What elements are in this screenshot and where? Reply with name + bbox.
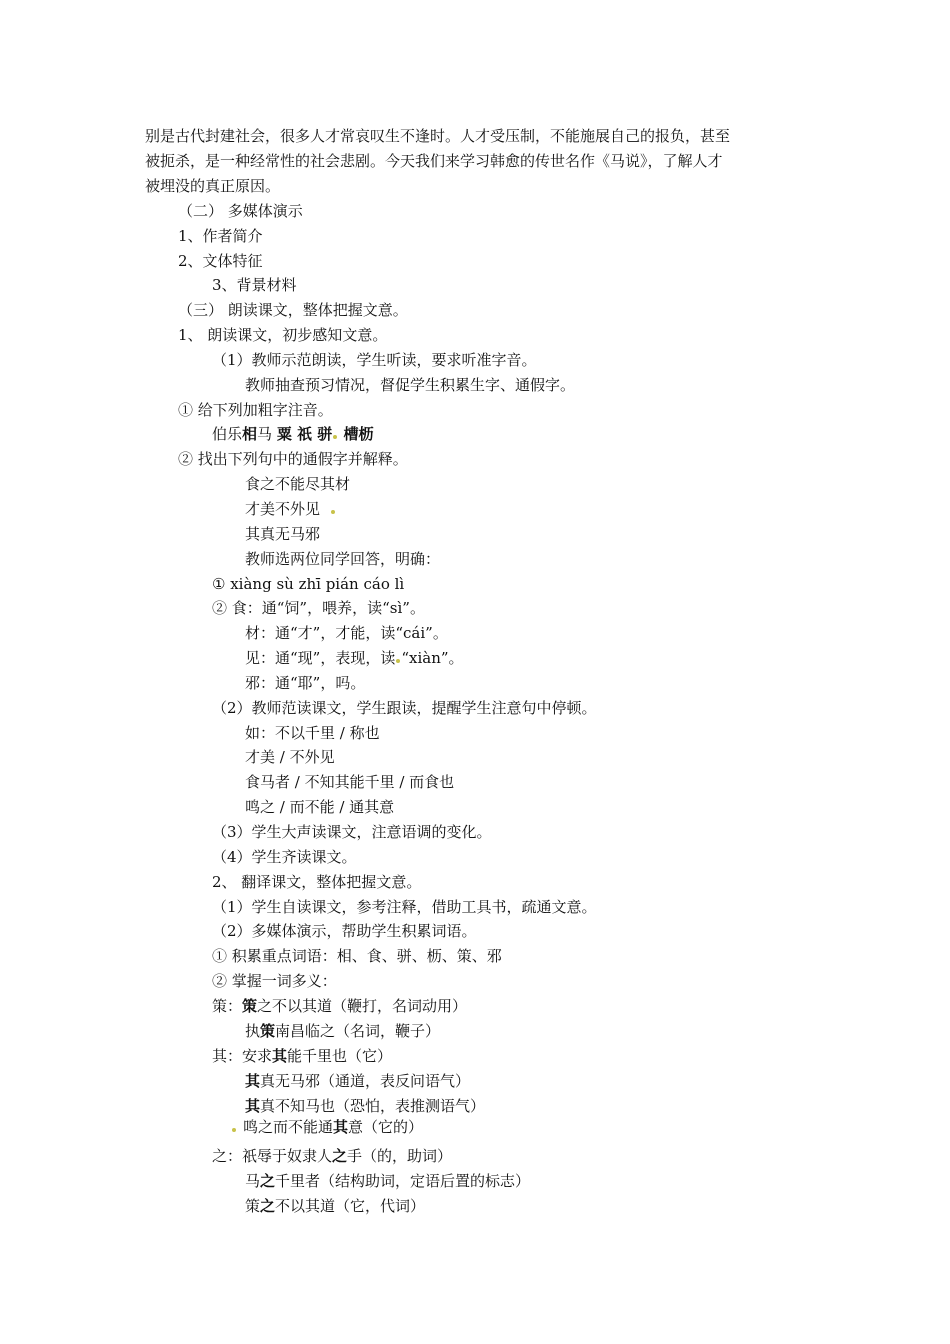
- list-item: （3）学生大声读课文，注意语调的变化。: [212, 823, 492, 841]
- list-item: （1）教师示范朗读，学生听读，要求听准字音。: [212, 351, 537, 369]
- mark-dot: [232, 1128, 236, 1132]
- mark-dot: [396, 659, 400, 663]
- list-item: （4）学生齐读课文。: [212, 848, 357, 866]
- bold-text: 策: [242, 997, 258, 1015]
- example-line: 食之不能尽其材: [245, 475, 351, 493]
- text-run: 南昌临之（名词，鞭子）: [275, 1022, 441, 1040]
- text-run: 能千里也（它）: [287, 1047, 393, 1065]
- example-line: 其真无马邪: [245, 525, 321, 543]
- bold-text: 槽枥: [338, 425, 374, 443]
- example-line: [245, 1171, 530, 1191]
- paragraph-line: 被埋没的真正原因。: [145, 177, 281, 195]
- paragraph-line: 被扼杀，是一种经常性的社会悲剧。今天我们来学习韩愈的传世名作《马说》，了解人才: [145, 152, 723, 170]
- text-run: 其：安求: [212, 1047, 273, 1065]
- text-run: 马: [257, 425, 277, 443]
- mark-dot: [333, 435, 337, 439]
- paragraph-line: 教师选两位同学回答，明确：: [245, 550, 441, 568]
- paragraph-line: 教师抽查预习情况，督促学生积累生字、通假字。: [245, 376, 576, 394]
- text-run: 真不知马也（恐怕，表推测语气）: [260, 1097, 486, 1115]
- list-item: 2、文体特征: [178, 252, 263, 270]
- bold-text: 之: [332, 1147, 348, 1165]
- example-line: 食马者 / 不知其能千里 / 而食也: [245, 773, 455, 791]
- bold-text: 策: [260, 1022, 276, 1040]
- text-run: 手（的，助词）: [347, 1147, 453, 1165]
- example-line: [212, 1146, 452, 1166]
- answer-line: 材：通“才”，才能，读“cái”。: [245, 624, 448, 642]
- example-line: [212, 996, 467, 1016]
- example-line: [245, 1021, 440, 1041]
- text-run: 策：: [212, 997, 243, 1015]
- text-run: 才美不外见: [245, 500, 321, 518]
- example-line: [245, 1096, 485, 1116]
- text-run: 意（它的）: [348, 1118, 424, 1136]
- text-run: 真无马邪（通道，表反问语气）: [260, 1072, 471, 1090]
- list-item: ② 找出下列句中的通假字并解释。: [178, 450, 408, 468]
- text-run: 见：通“现”，表现，读: [245, 649, 396, 667]
- example-line: 才美 / 不外见: [245, 748, 335, 766]
- text-run: 不以其道（它，代词）: [275, 1197, 426, 1215]
- list-item: （2）多媒体演示，帮助学生积累词语。: [212, 922, 477, 940]
- example-line: 如：不以千里 / 称也: [245, 724, 380, 742]
- text-run: 马: [245, 1172, 261, 1190]
- bold-text: 相: [242, 425, 258, 443]
- example-line: [245, 1196, 425, 1216]
- mark-dot: [331, 510, 335, 514]
- answer-line: [245, 648, 464, 668]
- bold-text: 其: [333, 1118, 349, 1136]
- text-run: 之不以其道（鞭打，名词动用）: [257, 997, 468, 1015]
- bold-text: 其: [245, 1072, 261, 1090]
- bold-text: 之: [260, 1172, 276, 1190]
- text-run: 鸣之而不能通: [243, 1118, 334, 1136]
- text-run: 策: [245, 1197, 261, 1215]
- section-heading: （二） 多媒体演示: [178, 202, 303, 220]
- list-item: 3、背景材料: [212, 276, 297, 294]
- list-item: ① 积累重点词语：相、食、骈、枥、策、邪: [212, 947, 502, 965]
- list-item: 1、作者简介: [178, 227, 263, 245]
- example-line: [212, 1046, 392, 1066]
- example-line: [231, 1117, 423, 1137]
- list-item: 2、 翻译课文，整体把握文意。: [212, 873, 422, 891]
- text-run: 执: [245, 1022, 261, 1040]
- example-line: [245, 499, 336, 519]
- answer-line: ② 食：通“饲”，喂养，读“sì”。: [212, 599, 425, 617]
- section-heading: （三） 朗读课文，整体把握文意。: [178, 301, 408, 319]
- bold-text: 其: [245, 1097, 261, 1115]
- list-item: 1、 朗读课文，初步感知文意。: [178, 326, 388, 344]
- list-item: ① 给下列加粗字注音。: [178, 401, 333, 419]
- list-item: （1）学生自读课文，参考注释，借助工具书，疏通文意。: [212, 898, 597, 916]
- bold-text: 其: [272, 1047, 288, 1065]
- text-run: 之：祇辱于奴隶人: [212, 1147, 333, 1165]
- list-item: ② 掌握一词多义：: [212, 972, 337, 990]
- text-run: 千里者（结构助词，定语后置的标志）: [275, 1172, 531, 1190]
- bold-text: 粟 祇 骈: [276, 425, 333, 443]
- bold-text: 之: [260, 1197, 276, 1215]
- text-run: 伯乐: [212, 425, 243, 443]
- list-item: （2）教师范读课文，学生跟读，提醒学生注意句中停顿。: [212, 699, 597, 717]
- text-run: “xiàn”。: [401, 649, 464, 667]
- answer-line: ① xiàng sù zhī pián cáo lì: [212, 575, 405, 593]
- example-line: 鸣之 / 而不能 / 通其意: [245, 798, 395, 816]
- example-line: [245, 1071, 470, 1091]
- paragraph-line: 别是古代封建社会，很多人才常哀叹生不逢时。人才受压制，不能施展自己的报负，甚至: [145, 127, 731, 145]
- answer-line: 邪：通“耶”，吗。: [245, 674, 366, 692]
- example-line: [212, 424, 374, 444]
